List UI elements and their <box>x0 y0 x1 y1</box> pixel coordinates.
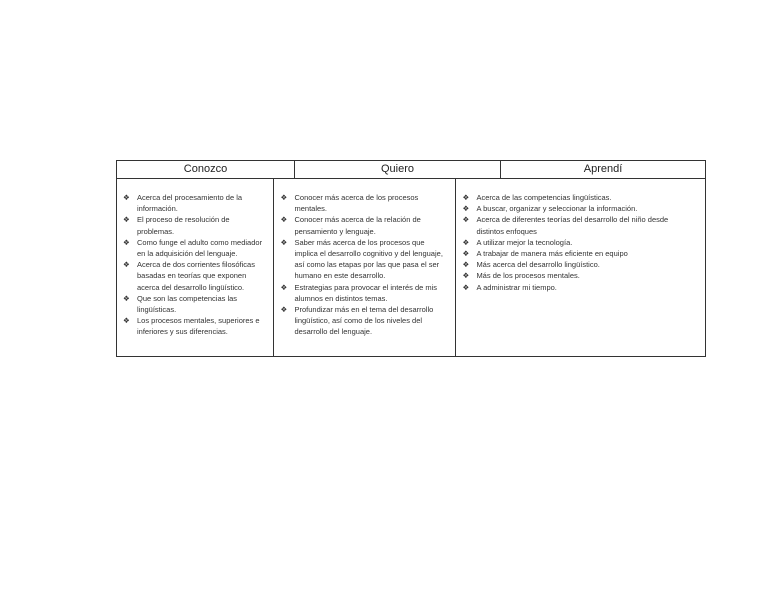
list-item-text: Estrategias para provocar el interés de mis alumnos en distintos temas. <box>294 282 438 303</box>
column-conozco <box>117 179 274 356</box>
list-item <box>462 237 697 248</box>
diamond-bullet-icon: ❖ <box>462 249 470 259</box>
diamond-bullet-icon: ❖ <box>123 260 130 270</box>
diamond-bullet-icon: ❖ <box>280 215 288 225</box>
list-item-text: A administrar mi tiempo. <box>476 282 557 292</box>
diamond-bullet-icon: ❖ <box>280 237 288 247</box>
column-quiero <box>274 179 456 356</box>
diamond-bullet-icon: ❖ <box>462 193 470 202</box>
header-conozco: Conozco <box>117 161 295 178</box>
diamond-bullet-icon: ❖ <box>280 305 288 315</box>
list-item <box>123 293 265 315</box>
list-item <box>462 248 697 259</box>
diamond-bullet-icon: ❖ <box>280 193 288 202</box>
list-item-text: Acerca de las competencias lingüísticas. <box>476 193 612 202</box>
list-item <box>280 214 447 236</box>
diamond-bullet-icon: ❖ <box>462 204 470 214</box>
diamond-bullet-icon: ❖ <box>462 237 470 247</box>
list-item-text: Conocer más acerca de la relación de pensamiento y lenguaje. <box>294 215 421 236</box>
table-body-row <box>117 179 705 356</box>
list-item <box>123 315 265 337</box>
list-item <box>280 192 447 214</box>
conozco-list <box>123 192 265 338</box>
list-item <box>462 192 697 203</box>
list-item-text: A trabajar de manera más eficiente en equipo <box>476 249 628 259</box>
diamond-bullet-icon: ❖ <box>462 260 470 270</box>
list-item-text: Más acerca del desarrollo lingüístico. <box>476 260 600 270</box>
aprendi-list <box>462 192 697 293</box>
list-item <box>123 192 265 214</box>
list-item <box>123 259 265 293</box>
kwl-table <box>116 160 706 357</box>
list-item-text: A buscar, organizar y seleccionar la información. <box>476 204 638 214</box>
list-item <box>123 214 265 236</box>
list-item-text: Los procesos mentales, superiores e inferiores y sus diferencias. <box>137 316 260 337</box>
diamond-bullet-icon: ❖ <box>123 193 130 202</box>
diamond-bullet-icon: ❖ <box>123 237 130 247</box>
list-item-text: Acerca de dos corrientes filosóficas basadas en teorías que exponen acerca del desarrollo lingüístico. <box>137 260 255 292</box>
diamond-bullet-icon: ❖ <box>123 316 130 326</box>
table-header-row <box>117 161 705 179</box>
diamond-bullet-icon: ❖ <box>123 293 130 303</box>
diamond-bullet-icon: ❖ <box>462 282 470 292</box>
list-item-text: El proceso de resolución de problemas. <box>137 215 230 236</box>
list-item-text: Profundizar más en el tema del desarrollo lingüístico, así como de los niveles del desarrollo del lenguaje. <box>294 305 434 337</box>
list-item <box>462 270 697 281</box>
list-item <box>123 237 265 259</box>
diamond-bullet-icon: ❖ <box>280 282 288 292</box>
list-item-text: Conocer más acerca de los procesos mentales. <box>294 193 419 214</box>
list-item-text: Acerca de diferentes teorías del desarrollo del niño desde distintos enfoques <box>476 215 669 236</box>
list-item <box>280 237 447 282</box>
list-item <box>280 282 447 304</box>
list-item-text: Que son las competencias las lingüísticas. <box>137 293 238 315</box>
list-item <box>462 259 697 270</box>
quiero-list <box>280 192 447 338</box>
header-aprendi: Aprendí <box>583 163 623 175</box>
list-item-text: Saber más acerca de los procesos que implica el desarrollo cognitivo y del lenguaje, así como las etapas por las que pasa el ser humano en este desarrollo. <box>294 237 443 281</box>
diamond-bullet-icon: ❖ <box>462 271 470 281</box>
list-item-text: Como funge el adulto como mediador en la adquisición del lenguaje. <box>137 237 263 259</box>
diamond-bullet-icon: ❖ <box>123 215 130 225</box>
list-item <box>462 282 697 293</box>
list-item-text: Más de los procesos mentales. <box>476 271 580 281</box>
list-item <box>462 203 697 214</box>
column-aprendi <box>456 179 705 356</box>
list-item-text: Acerca del procesamiento de la información. <box>137 193 243 214</box>
header-quiero: Quiero <box>295 161 501 178</box>
diamond-bullet-icon: ❖ <box>462 215 470 225</box>
list-item <box>462 214 697 236</box>
list-item <box>280 304 447 338</box>
list-item-text: A utilizar mejor la tecnología. <box>476 237 573 247</box>
